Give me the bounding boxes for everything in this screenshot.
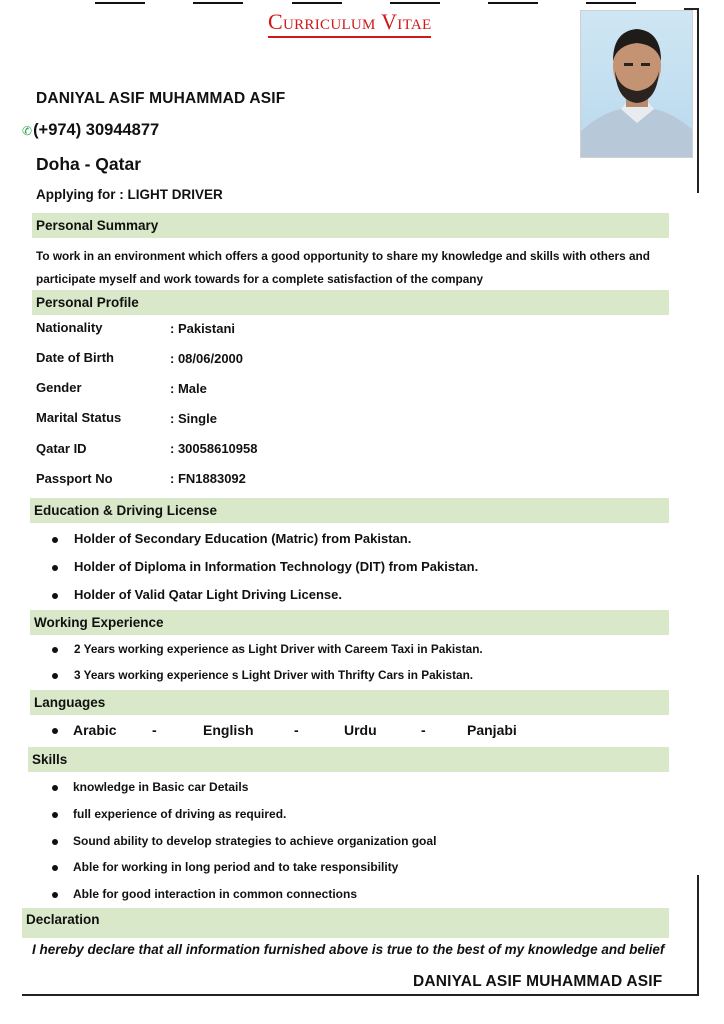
- phone-icon: ✆: [22, 124, 33, 138]
- language-item: Arabic: [73, 722, 117, 738]
- profile-photo: [580, 10, 693, 158]
- section-heading-work: Working Experience: [30, 610, 669, 635]
- list-item-text: Sound ability to develop strategies to achieve organization goal: [73, 834, 437, 848]
- language-separator: -: [421, 722, 426, 738]
- profile-value: : 08/06/2000: [170, 351, 244, 366]
- person-photo-icon: [581, 11, 693, 158]
- list-item: [52, 779, 652, 797]
- bullet-icon: [52, 537, 58, 543]
- list-item: [52, 806, 652, 824]
- location: Doha - Qatar: [36, 154, 142, 174]
- applicant-name: DANIYAL ASIF MUHAMMAD ASIF: [36, 90, 286, 107]
- language-item: English: [203, 722, 254, 738]
- bullet-icon: [52, 565, 58, 571]
- bullet-icon: [52, 865, 58, 871]
- list-item-text: Able for good interaction in common connections: [73, 887, 358, 901]
- list-item: [52, 667, 652, 685]
- bullet-icon: [52, 892, 58, 898]
- list-item-text: Holder of Diploma in Information Technology (DIT) from Pakistan.: [74, 559, 479, 574]
- language-separator: -: [152, 722, 157, 738]
- profile-label: Qatar ID: [36, 441, 87, 456]
- list-item-text: knowledge in Basic car Details: [73, 780, 249, 794]
- section-heading-languages: Languages: [30, 690, 669, 715]
- top-divider: [95, 2, 145, 4]
- profile-label: Nationality: [36, 320, 103, 335]
- top-divider: [586, 2, 636, 4]
- declaration-text: I hereby declare that all information furnished above is true to the best of my knowledge and belief: [32, 942, 665, 957]
- list-item: [52, 586, 652, 606]
- top-divider: [292, 2, 342, 4]
- section-heading-profile: Personal Profile: [32, 290, 669, 315]
- profile-value: : 30058610958: [170, 441, 258, 456]
- list-item: [52, 723, 60, 739]
- profile-value: : Pakistani: [170, 321, 236, 336]
- profile-label: Passport No: [36, 471, 113, 486]
- bullet-icon: [52, 728, 58, 734]
- cv-title: Curriculum Vitae: [268, 8, 431, 38]
- section-heading-education: Education & Driving License: [30, 498, 669, 523]
- profile-label: Date of Birth: [36, 350, 114, 365]
- language-item: Urdu: [344, 722, 377, 738]
- page-border-right: [697, 875, 699, 995]
- section-heading-declaration: Declaration: [22, 908, 669, 938]
- profile-value: : Male: [170, 381, 207, 396]
- profile-value: : Single: [170, 411, 217, 426]
- top-divider: [193, 2, 243, 4]
- list-item-text: Holder of Secondary Education (Matric) from Pakistan.: [74, 531, 412, 546]
- phone-number: (+974) 30944877: [33, 121, 160, 139]
- summary-text: [36, 245, 676, 291]
- list-item-text: 3 Years working experience s Light Driver with Thrifty Cars in Pakistan.: [74, 668, 474, 682]
- summary-line: To work in an environment which offers a good opportunity to share my knowledge and skills with others and: [36, 249, 650, 263]
- list-item: [52, 530, 652, 550]
- profile-value: : FN1883092: [170, 471, 246, 486]
- list-item: [52, 886, 652, 904]
- page-border-bottom: [22, 994, 699, 996]
- bullet-icon: [52, 839, 58, 845]
- list-item-text: full experience of driving as required.: [73, 807, 287, 821]
- page-border-right: [697, 8, 699, 193]
- signature-name: DANIYAL ASIF MUHAMMAD ASIF: [413, 973, 663, 990]
- bullet-icon: [52, 593, 58, 599]
- summary-line: participate myself and work towards for a complete satisfaction of the company: [36, 272, 484, 286]
- bullet-icon: [52, 647, 58, 653]
- bullet-icon: [52, 785, 58, 791]
- top-divider: [390, 2, 440, 4]
- list-item: [52, 558, 652, 578]
- profile-label: Gender: [36, 380, 82, 395]
- list-item-text: Holder of Valid Qatar Light Driving License.: [74, 587, 342, 602]
- list-item: [52, 833, 652, 851]
- list-item-text: 2 Years working experience as Light Driver with Careem Taxi in Pakistan.: [74, 642, 483, 656]
- language-separator: -: [294, 722, 299, 738]
- bullet-icon: [52, 673, 58, 679]
- language-item: Panjabi: [467, 722, 517, 738]
- section-heading-skills: Skills: [28, 747, 669, 772]
- profile-label: Marital Status: [36, 410, 122, 425]
- list-item-text: Able for working in long period and to take responsibility: [73, 860, 399, 874]
- phone-number-row: [22, 121, 159, 140]
- section-heading-summary: Personal Summary: [32, 213, 669, 238]
- list-item: [52, 641, 652, 659]
- list-item: [52, 859, 652, 877]
- top-divider: [488, 2, 538, 4]
- bullet-icon: [52, 812, 58, 818]
- applying-for: Applying for : LIGHT DRIVER: [36, 187, 223, 202]
